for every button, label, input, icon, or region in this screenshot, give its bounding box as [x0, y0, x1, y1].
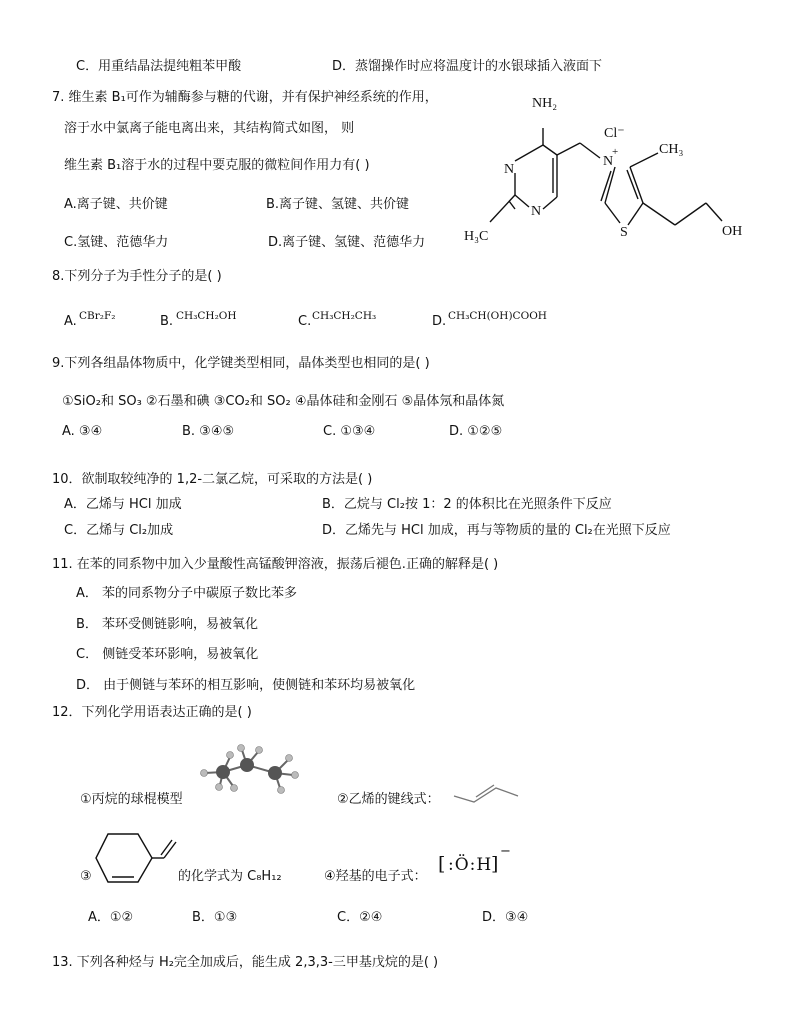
q12-item-3-text: 的化学式为 C₈H₁₂: [178, 869, 282, 884]
q13-stem: 13. 下列各种烃与 H₂完全加成后，能生成 2,3,3-三甲基戊烷的是( ): [52, 955, 439, 970]
plus-charge: +: [612, 146, 619, 158]
ethylene-bond-line: [452, 782, 522, 806]
q11-option-a: A． 苯的同系物分子中碳原子数比苯多: [76, 586, 298, 601]
q9-option-a: A. ③④: [62, 424, 103, 439]
q12-item-2: ②乙烯的键线式：: [337, 792, 440, 807]
q11-stem: 11. 在苯的同系物中加入少量酸性高锰酸钾溶液，振荡后褪色.正确的解释是( ): [52, 557, 499, 572]
ch3-left-label: H₃C: [464, 229, 489, 244]
q7-option-d: D.离子键、氢键、范德华力: [268, 235, 426, 250]
q12-option-b: B．①③: [192, 910, 238, 925]
q8-option-d-formula: CH₃CH(OH)COOH: [448, 310, 547, 322]
q8-stem: 8.下列分子为手性分子的是( ): [52, 269, 222, 284]
q6-option-c: C．用重结晶法提纯粗苯甲酸: [76, 59, 242, 74]
n-top-label: N: [504, 162, 515, 177]
vinylcyclohexene-structure: [94, 830, 180, 886]
propane-ball-stick-model: [190, 740, 310, 810]
hydroxyl-bracket-left: [: [438, 853, 446, 875]
q12-item-4: ④羟基的电子式：: [324, 869, 427, 884]
vitamin-b1-structure: [460, 85, 750, 255]
q10-option-a: A．乙烯与 HCl 加成: [64, 497, 182, 512]
q10-stem: 10．欲制取较纯净的 1,2-二氯乙烷，可采取的方法是( ): [52, 472, 373, 487]
q7-option-c: C.氢键、范德华力: [64, 235, 169, 250]
n-plus-label: N: [603, 154, 614, 169]
q12-item-3-number: ③: [80, 869, 92, 884]
q7-option-b: B.离子键、氢键、共价键: [266, 197, 410, 212]
q9-option-b: B. ③④⑤: [182, 424, 235, 439]
q7-stem-line1: 7. 维生素 B₁可作为辅酶参与糖的代谢，并有保护神经系统的作用，: [52, 90, 438, 105]
q6-option-d: D．蒸馏操作时应将温度计的水银球插入液面下: [332, 59, 603, 74]
nh2-label: NH₂: [532, 96, 558, 111]
q12-option-a: A．①②: [88, 910, 134, 925]
q12-option-d: D．③④: [482, 910, 529, 925]
oh-label: OH: [722, 224, 743, 239]
q8-option-d-letter: D.: [432, 314, 447, 329]
q11-option-c: C． 侧链受苯环影响，易被氧化: [76, 647, 259, 662]
chloride-label: Cl⁻: [604, 126, 625, 141]
q11-option-d: D． 由于侧链与苯环的相互影响，使侧链和苯环均易被氧化: [76, 678, 416, 693]
q8-option-b-letter: B.: [160, 314, 174, 329]
q12-item-1: ①丙烷的球棍模型: [80, 792, 183, 807]
q11-option-b: B． 苯环受侧链影响，易被氧化: [76, 617, 259, 632]
q7-stem-line3: 维生素 B₁溶于水的过程中要克服的微粒间作用力有( ): [64, 158, 370, 173]
hydroxyl-electron-formula: :Ö:H: [448, 855, 493, 875]
q10-option-d: D．乙烯先与 HCl 加成，再与等物质的量的 Cl₂在光照下反应: [322, 523, 671, 538]
q9-option-c: C. ①③④: [323, 424, 376, 439]
ch3-right-label: CH₃: [659, 142, 684, 157]
q10-option-c: C．乙烯与 Cl₂加成: [64, 523, 174, 538]
q12-stem: 12．下列化学用语表达正确的是( ): [52, 705, 252, 720]
q8-option-a-letter: A.: [64, 314, 77, 329]
n-bottom-label: N: [531, 204, 542, 219]
q9-stem: 9.下列各组晶体物质中，化学键类型相同，晶体类型也相同的是( ): [52, 356, 430, 371]
q12-option-c: C．②④: [337, 910, 383, 925]
q7-stem-line2: 溶于水中氯离子能电离出来，其结构简式如图， 则: [64, 121, 355, 136]
hydroxyl-charge: −: [500, 844, 511, 859]
s-label: S: [620, 225, 628, 240]
hydroxyl-bracket-right: ]: [491, 853, 499, 875]
q7-option-a: A.离子键、共价键: [64, 197, 168, 212]
q9-items: ①SiO₂和 SO₃ ②石墨和碘 ③CO₂和 SO₂ ④晶体硅和金刚石 ⑤晶体氖和晶体氮: [62, 394, 505, 409]
q10-option-b: B．乙烷与 Cl₂按 1：2 的体积比在光照条件下反应: [322, 497, 612, 512]
q8-option-b-formula: CH₃CH₂OH: [176, 310, 237, 322]
q8-option-a-formula: CBr₂F₂: [79, 310, 116, 322]
q9-option-d: D. ①②⑤: [449, 424, 503, 439]
q8-option-c-letter: C.: [298, 314, 312, 329]
q8-option-c-formula: CH₃CH₂CH₃: [312, 310, 377, 322]
